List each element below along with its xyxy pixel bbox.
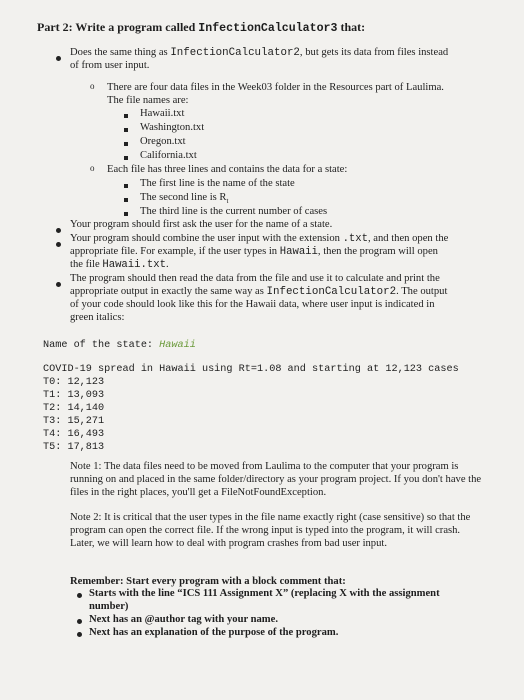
user-input-text: Hawaii <box>159 340 196 351</box>
heading-suffix: that: <box>337 20 366 34</box>
remember-item-1: Starts with the line “ICS 111 Assignment X” (replacing X with the assignment number) <box>89 588 440 612</box>
code-row-t3: T3: 15,271 <box>43 416 105 427</box>
file-name-california: California.txt <box>140 150 197 161</box>
sub-bullet-b-text: Each file has three lines and contains the data for a state: <box>107 164 348 175</box>
bullet-dot <box>77 593 82 598</box>
sub-bullet-circle: o <box>90 81 95 91</box>
bullet-3-text: Your program should combine the user input with the extension .txt, and then open the appropriate file. For example, if the user types in Hawaii, then the program will open the file Hawaii.txt. <box>70 233 449 271</box>
line-desc-3: The third line is the current number of cases <box>140 206 328 217</box>
square-bullet <box>124 212 128 216</box>
remember-title: Remember: Start every program with a block comment that: <box>70 576 346 587</box>
file-name-hawaii: Hawaii.txt <box>140 108 185 119</box>
square-bullet <box>124 128 128 132</box>
file-name-oregon: Oregon.txt <box>140 136 186 147</box>
line-desc-1: The first line is the name of the state <box>140 178 295 189</box>
note-2: Note 2: It is critical that the user types in the file name exactly right (case sensitive) so that the program can open the correct file. If the wrong input is typed into the program, it will crash. Later, we will learn how to deal with program crashes from bad user input. <box>70 512 471 549</box>
square-bullet <box>124 156 128 160</box>
code-prompt-line: Name of the state: Hawaii <box>43 340 196 351</box>
part-heading <box>37 20 365 36</box>
square-bullet <box>124 184 128 188</box>
heading-program-name: InfectionCalculator3 <box>198 22 338 35</box>
bullet-dot <box>56 282 61 287</box>
square-bullet <box>124 114 128 118</box>
heading-text: Part 2: Write a program called <box>37 20 199 34</box>
square-bullet <box>124 142 128 146</box>
remember-item-3: Next has an explanation of the purpose of the program. <box>89 627 339 638</box>
bullet-dot <box>77 619 82 624</box>
code-summary-line: COVID-19 spread in Hawaii using Rt=1.08 and starting at 12,123 cases <box>43 364 459 375</box>
bullet-4-text: The program should then read the data from the file and use it to calculate and print the appropriate output in exactly the same way as InfectionCalculator2. The output of your code should look like this for the Hawaii data, where user input is indicated in green italics: <box>70 273 448 324</box>
sub-bullet-circle: o <box>90 163 95 173</box>
code-row-t5: T5: 17,813 <box>43 442 105 453</box>
bullet-dot <box>56 242 61 247</box>
remember-item-2: Next has an @author tag with your name. <box>89 614 278 625</box>
bullet-dot <box>56 228 61 233</box>
square-bullet <box>124 198 128 202</box>
bullet-dot <box>77 632 82 637</box>
bullet-2-text: Your program should first ask the user for the name of a state. <box>70 219 333 230</box>
line-desc-2: The second line is $R_t$ <box>140 192 229 206</box>
code-row-t4: T4: 16,493 <box>43 429 105 440</box>
code-row-t2: T2: 14,140 <box>43 403 105 414</box>
bullet-dot <box>56 56 61 61</box>
sub-bullet-a-text: There are four data files in the Week03 folder in the Resources part of Laulima. The file names are: <box>107 82 444 106</box>
code-row-t1: T1: 13,093 <box>43 390 105 401</box>
file-name-washington: Washington.txt <box>140 122 205 133</box>
code-row-t0: T0: 12,123 <box>43 377 105 388</box>
bullet-1-text: Does the same thing as InfectionCalculator2, but gets its data from files instead of from user input. <box>70 47 449 72</box>
note-1: Note 1: The data files need to be moved from Laulima to the computer that your program is running on and placed in the same folder/directory as your program project. If you don't have the files in the right places, you'll get a FileNotFoundException. <box>70 461 482 498</box>
